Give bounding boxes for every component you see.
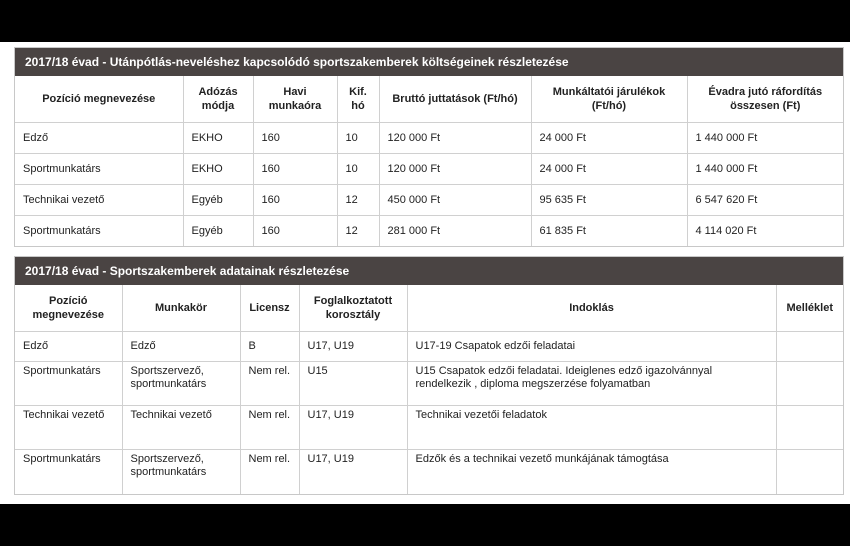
cell-job-role: Sportszervező, sportmunkatárs bbox=[122, 450, 240, 494]
cell-gross-benefits: 120 000 Ft bbox=[379, 123, 531, 154]
table-row bbox=[15, 362, 843, 406]
cost-details-panel bbox=[14, 47, 844, 247]
cell-position: Technikai vezető bbox=[15, 406, 122, 450]
cell-position: Sportmunkatárs bbox=[15, 362, 122, 406]
cell-employer-contributions: 95 635 Ft bbox=[531, 185, 687, 216]
staff-details-table bbox=[15, 285, 843, 494]
table-row bbox=[15, 154, 843, 185]
cell-employer-contributions: 61 835 Ft bbox=[531, 216, 687, 247]
cell-license: Nem rel. bbox=[240, 450, 299, 494]
staff-details-title: 2017/18 évad - Sportszakemberek adatainak részletezése bbox=[15, 257, 843, 285]
cell-attachment bbox=[776, 406, 843, 450]
cell-job-role: Edző bbox=[122, 332, 240, 362]
cell-tax-mode: EKHO bbox=[183, 154, 253, 185]
cell-license: Nem rel. bbox=[240, 362, 299, 406]
table-row bbox=[15, 123, 843, 154]
cell-gross-benefits: 281 000 Ft bbox=[379, 216, 531, 247]
table-header-row bbox=[15, 76, 843, 123]
cell-job-role: Sportszervező, sportmunkatárs bbox=[122, 362, 240, 406]
table-row bbox=[15, 185, 843, 216]
cell-monthly-hours: 160 bbox=[253, 216, 337, 247]
table-header-row bbox=[15, 285, 843, 332]
table-row bbox=[15, 332, 843, 362]
cell-position: Edző bbox=[15, 332, 122, 362]
cell-age-group: U15 bbox=[299, 362, 407, 406]
cell-monthly-hours: 160 bbox=[253, 123, 337, 154]
table-row bbox=[15, 216, 843, 247]
staff-details-panel bbox=[14, 256, 844, 495]
cell-position: Edző bbox=[15, 123, 183, 154]
cell-monthly-hours: 160 bbox=[253, 154, 337, 185]
header-position: Pozíció megnevezése bbox=[15, 76, 183, 123]
cell-gross-benefits: 120 000 Ft bbox=[379, 154, 531, 185]
header-monthly-hours: Havi munkaóra bbox=[253, 76, 337, 123]
header-attachment: Melléklet bbox=[776, 285, 843, 332]
header-tax-mode: Adózás módja bbox=[183, 76, 253, 123]
cost-details-title: 2017/18 évad - Utánpótlás-neveléshez kapcsolódó sportszakemberek költségeinek részletezése bbox=[15, 48, 843, 76]
cell-justification: U15 Csapatok edzői feladatai. Ideiglenes edző igazolvánnyal rendelkezik , diploma megszerzése folyamatban bbox=[407, 362, 776, 406]
cell-position: Technikai vezető bbox=[15, 185, 183, 216]
cell-attachment bbox=[776, 332, 843, 362]
cell-paid-months: 10 bbox=[337, 123, 379, 154]
header-gross-benefits: Bruttó juttatások (Ft/hó) bbox=[379, 76, 531, 123]
header-season-total: Évadra jutó ráfordítás összesen (Ft) bbox=[687, 76, 843, 123]
header-position: Pozíció megnevezése bbox=[15, 285, 122, 332]
cell-season-total: 4 114 020 Ft bbox=[687, 216, 843, 247]
header-justification: Indoklás bbox=[407, 285, 776, 332]
cell-gross-benefits: 450 000 Ft bbox=[379, 185, 531, 216]
cell-age-group: U17, U19 bbox=[299, 332, 407, 362]
cell-license: B bbox=[240, 332, 299, 362]
cell-season-total: 1 440 000 Ft bbox=[687, 154, 843, 185]
cell-tax-mode: Egyéb bbox=[183, 185, 253, 216]
cell-age-group: U17, U19 bbox=[299, 406, 407, 450]
cell-job-role: Technikai vezető bbox=[122, 406, 240, 450]
cell-employer-contributions: 24 000 Ft bbox=[531, 154, 687, 185]
cell-season-total: 6 547 620 Ft bbox=[687, 185, 843, 216]
header-job-role: Munkakör bbox=[122, 285, 240, 332]
cell-employer-contributions: 24 000 Ft bbox=[531, 123, 687, 154]
cell-tax-mode: Egyéb bbox=[183, 216, 253, 247]
cell-tax-mode: EKHO bbox=[183, 123, 253, 154]
cell-monthly-hours: 160 bbox=[253, 185, 337, 216]
header-employer-contributions: Munkáltatói járulékok (Ft/hó) bbox=[531, 76, 687, 123]
cell-justification: Edzők és a technikai vezető munkájának támogtása bbox=[407, 450, 776, 494]
header-license: Licensz bbox=[240, 285, 299, 332]
header-paid-months: Kif. hó bbox=[337, 76, 379, 123]
cell-position: Sportmunkatárs bbox=[15, 450, 122, 494]
cell-attachment bbox=[776, 450, 843, 494]
cell-justification: U17-19 Csapatok edzői feladatai bbox=[407, 332, 776, 362]
cell-age-group: U17, U19 bbox=[299, 450, 407, 494]
table-row bbox=[15, 406, 843, 450]
cell-justification: Technikai vezetői feladatok bbox=[407, 406, 776, 450]
cell-position: Sportmunkatárs bbox=[15, 154, 183, 185]
header-age-group: Foglalkoztatott korosztály bbox=[299, 285, 407, 332]
cell-paid-months: 10 bbox=[337, 154, 379, 185]
document-page bbox=[0, 42, 850, 504]
cell-position: Sportmunkatárs bbox=[15, 216, 183, 247]
cell-paid-months: 12 bbox=[337, 185, 379, 216]
table-row bbox=[15, 450, 843, 494]
cell-attachment bbox=[776, 362, 843, 406]
cell-season-total: 1 440 000 Ft bbox=[687, 123, 843, 154]
cell-license: Nem rel. bbox=[240, 406, 299, 450]
cell-paid-months: 12 bbox=[337, 216, 379, 247]
cost-details-table bbox=[15, 76, 843, 246]
